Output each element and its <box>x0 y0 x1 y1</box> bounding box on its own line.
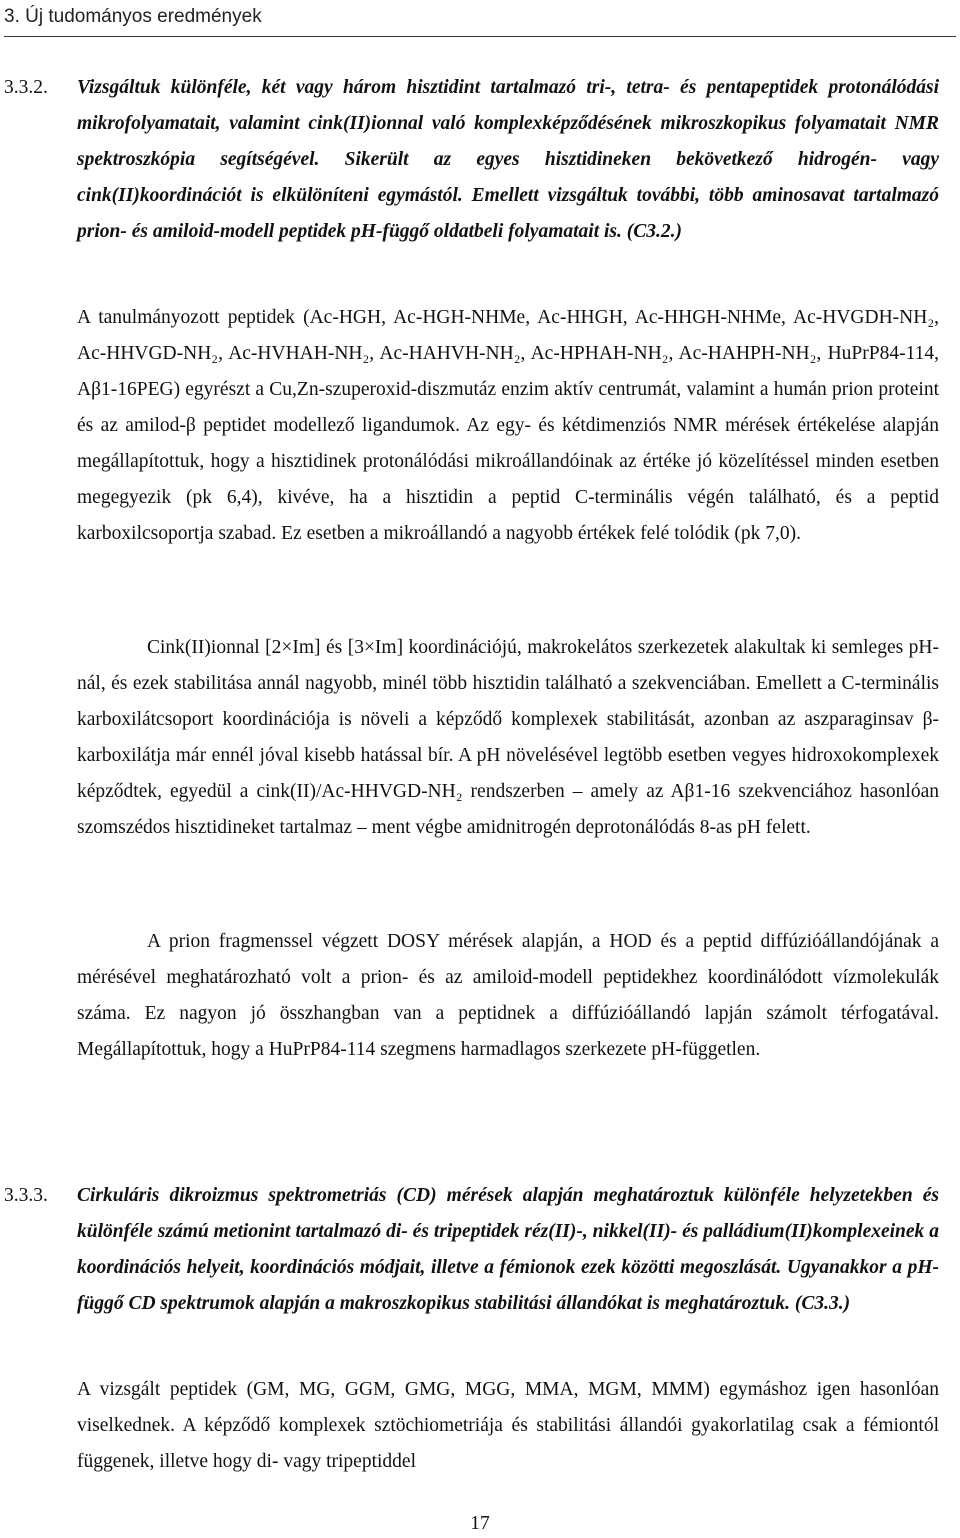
section-number: 3.3.3. <box>4 1185 48 1206</box>
running-header: 3. Új tudományos eredmények <box>4 6 262 27</box>
body-paragraph: Cink(II)ionnal [2×Im] és [3×Im] koordinációjú, makrokelátos szerkezetek alakultak ki semleges pH-nál, és ezek stabilitása annál nagyobb, minél több hisztidin található a szekvenciában. Emellett a C-terminális karboxilátcsoport koordinációja is növeli a képződő komplexek stabilitását, azonban az aszparaginsav β-karboxilátja már ennél jóval kisebb hatással bír. A pH növelésével legtöbb esetben vegyes hidroxokomplexek képződtek, egyedül a cink(II)/Ac-HHVGD-NH₂ rendszerben – amely az Aβ1-16 szekvenciához hasonlóan szomszédos hisztidineket tartalmaz – ment végbe amidnitrogén deprotonálódás 8-as pH felett. <box>77 637 939 838</box>
body-paragraph: A tanulmányozott peptidek (Ac-HGH, Ac-HGH-NHMe, Ac-HHGH, Ac-HHGH-NHMe, Ac-HVGDH-NH₂, Ac-HHVGD-NH₂, Ac-HVHAH-NH₂, Ac-HAHVH-NH₂, Ac-HPHAH-NH₂, Ac-HAHPH-NH₂, HuPrP84-114, Aβ1-16PEG) egyrészt a Cu,Zn-szuperoxid-diszmutáz enzim aktív centrumát, valamint a humán prion proteint és az amilod-β peptidet modellező ligandumok. Az egy- és kétdimenziós NMR mérések értékelése alapján megállapítottuk, hogy a hisztidinek protonálódási mikroállandóinak az értéke jó közelítéssel minden esetben megegyezik (pk 6,4), kivéve, ha a hisztidin a peptid C-terminális végén található, és a peptid karboxilcsoportja szabad. Ez esetben a mikroállandó a nagyobb értékek felé tolódik (pk 7,0). <box>77 307 939 544</box>
page-number: 17 <box>470 1513 490 1534</box>
body-paragraph: A prion fragmenssel végzett DOSY mérések alapján, a HOD és a peptid diffúzióállandójának a mérésével meghatározható volt a prion- és az amiloid-modell peptidekhez koordinálódott vízmolekulák száma. Ez nagyon jó összhangban van a peptidnek a diffúzióállandó lapján számolt térfogatával. Megállapítottuk, hogy a HuPrP84-114 szegmens harmadlagos szerkezete pH-független. <box>77 931 939 1060</box>
section-summary: Vizsgáltuk különféle, két vagy három hisztidint tartalmazó tri-, tetra- és pentapeptidek protonálódási mikrofolyamatait, valamint cink(II)ionnal való komplexképződésének mikroszkopikus folyamatait NMR spektroszkópia segítségével. Sikerült az egyes hisztidineken bekövetkező hidrogén- vagy cink(II)koordinációt is elkülöníteni egymástól. Emellett vizsgáltuk további, több aminosavat tartalmazó prion- és amiloid-modell peptidek pH-függő oldatbeli folyamatait is. (C3.2.) <box>77 77 939 242</box>
section-number: 3.3.2. <box>4 77 48 98</box>
body-paragraph: A vizsgált peptidek (GM, MG, GGM, GMG, MGG, MMA, MGM, MMM) egymáshoz igen hasonlóan viselkednek. A képződő komplexek sztöchiometriája és stabilitási állandói gyakorlatilag csak a fémiontól függenek, illetve hogy di- vagy tripeptiddel <box>77 1379 939 1472</box>
header-divider <box>4 36 956 37</box>
section-summary: Cirkuláris dikroizmus spektrometriás (CD) mérések alapján meghatároztuk különféle helyzetekben és különféle számú metionint tartalmazó di- és tripeptidek réz(II)-, nikkel(II)- és palládium(II)komplexeinek a koordinációs helyeit, koordinációs módjait, illetve a fémionok ezek közötti megoszlását. Ugyanakkor a pH-függő CD spektrumok alapján a makroszkopikus stabilitási állandókat is meghatároztuk. (C3.3.) <box>77 1185 939 1314</box>
